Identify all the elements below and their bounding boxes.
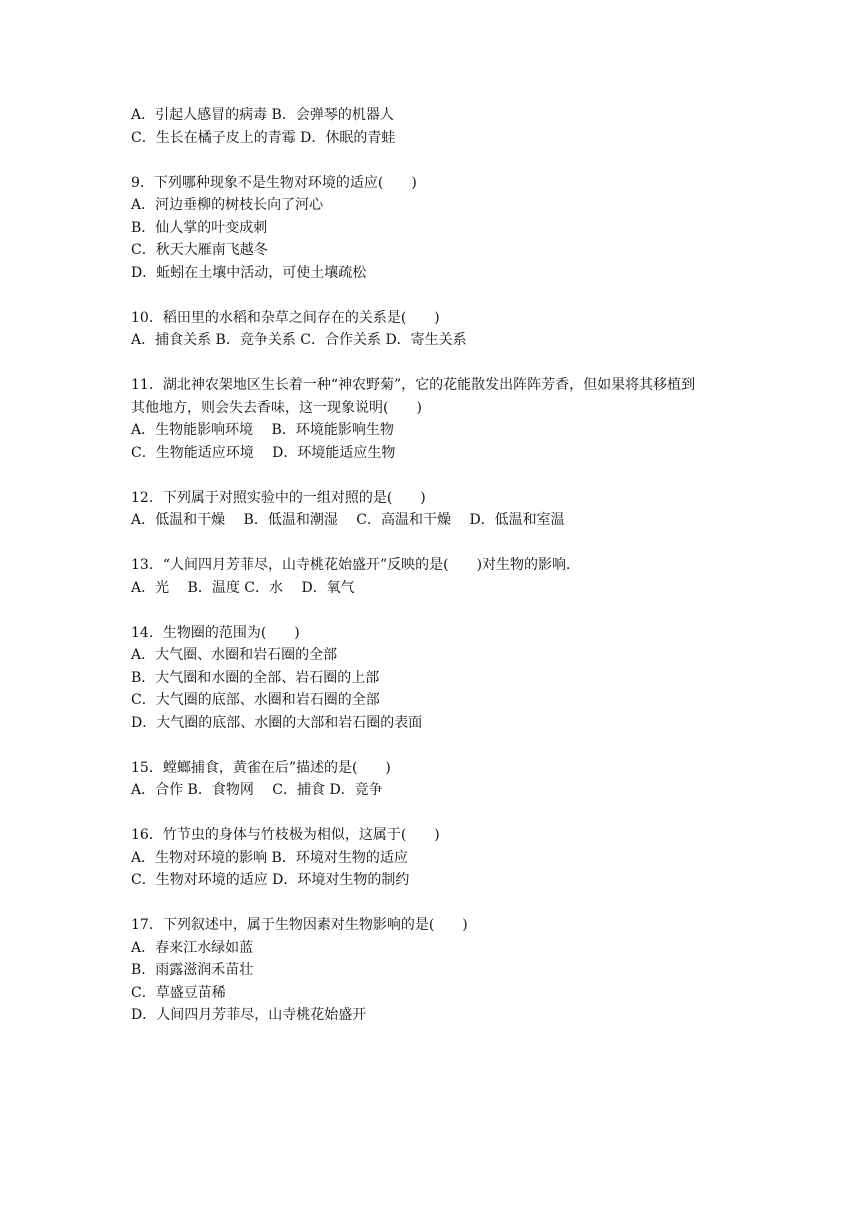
option-line: A．大气圈、水圈和岩石圈的全部: [131, 647, 338, 663]
option-line: D．蚯蚓在土壤中活动，可使土壤疏松: [131, 264, 367, 281]
question-11: 11．湖北神农架地区生长着一种“神农野菊”，它的花能散发出阵阵芳香，但如果将其移植到: [131, 377, 696, 393]
question-9: 9．下列哪种现象不是生物对环境的适应( ): [131, 174, 417, 191]
question-12: 12．下列属于对照实验中的一组对照的是( ): [131, 489, 426, 506]
option-line: D．人间四月芳菲尽，山寺桃花始盛开: [131, 1007, 367, 1023]
option-line: B．仙人掌的叶变成刺: [131, 219, 268, 236]
spacer: [131, 284, 731, 307]
spacer: [131, 802, 731, 825]
option-line: C．草盛豆苗稀: [131, 984, 226, 1001]
option-line: A．捕食关系 B．竞争关系 C．合作关系 D．寄生关系: [131, 332, 467, 348]
option-line: C．生物能适应环境 D．环境能适应生物: [131, 444, 396, 461]
option-line: B．大气圈和水圈的全部、岩石圈的上部: [131, 669, 380, 686]
option-line: C．大气圈的底部、水圈和岩石圈的全部: [131, 692, 380, 708]
option-line: C．秋天大雁南飞越冬: [131, 242, 268, 258]
option-line: A．生物能影响环境 B．环境能影响生物: [131, 422, 394, 438]
spacer: [131, 532, 731, 555]
document-page: [131, 104, 731, 1027]
question-14: 14．生物圈的范围为( ): [131, 624, 300, 641]
option-line: A．春来江水绿如蓝: [131, 939, 254, 956]
option-line: C．生物对环境的适应 D．环境对生物的制约: [131, 872, 410, 888]
option-line: A．低温和干燥 B．低温和潮湿 C．高温和干燥 D．低温和室温: [131, 512, 565, 528]
option-line: A．生物对环境的影响 B．环境对生物的适应: [131, 849, 408, 866]
question-15: 15．螳螂捕食，黄雀在后”描述的是( ): [131, 759, 391, 776]
option-line: A．引起人感冒的病毒 B．会弹琴的机器人: [131, 107, 394, 123]
spacer: [131, 464, 731, 487]
question-16: 16．竹节虫的身体与竹枝极为相似，这属于( ): [131, 827, 440, 843]
spacer: [131, 599, 731, 622]
question-17: 17．下列叙述中，属于生物因素对生物影响的是( ): [131, 917, 468, 933]
option-line: D．大气圈的底部、水圈的大部和岩石圈的表面: [131, 714, 423, 731]
spacer: [131, 149, 731, 172]
option-line: C．生长在橘子皮上的青霉 D．休眠的青蛙: [131, 129, 396, 146]
spacer: [131, 734, 731, 757]
question-10: 10．稻田里的水稻和杂草之间存在的关系是( ): [131, 309, 440, 326]
question-11-continued: 其他地方，则会失去香味，这一现象说明( ): [131, 399, 422, 416]
question-13: 13．“人间四月芳菲尽，山寺桃花始盛开”反映的是( )对生物的影响．: [131, 557, 581, 573]
option-line: A．河边垂柳的树枝长向了河心: [131, 197, 324, 213]
spacer: [131, 892, 731, 915]
option-line: A．光 B．温度 C．水 D．氧气: [131, 579, 355, 596]
option-line: B．雨露滋润禾苗壮: [131, 962, 254, 978]
option-line: A．合作 B．食物网 C．捕食 D．竞争: [131, 782, 383, 798]
spacer: [131, 352, 731, 375]
